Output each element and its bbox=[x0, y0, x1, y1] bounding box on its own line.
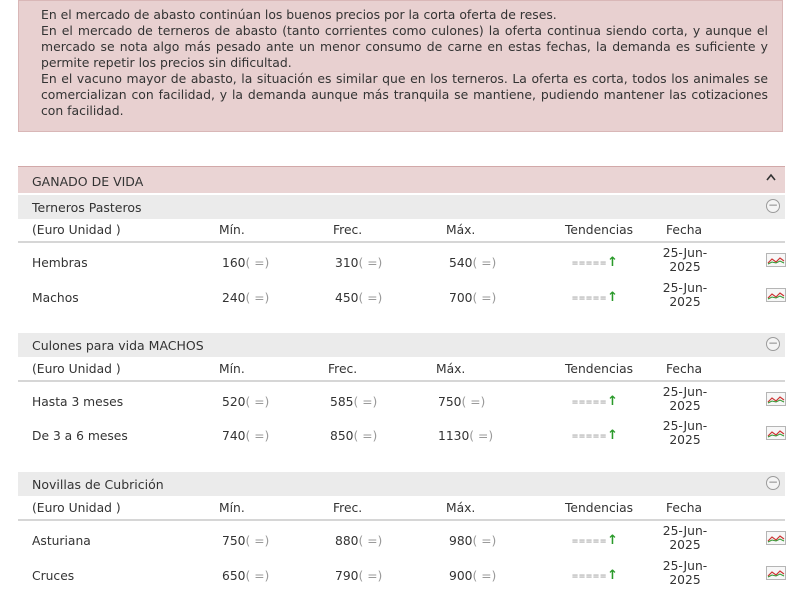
col-trend: Tendencias bbox=[565, 501, 634, 515]
col-date: Fecha bbox=[666, 362, 703, 376]
group-title-label: Terneros Pasteros bbox=[32, 200, 142, 215]
min-value: 740( =) bbox=[222, 429, 270, 443]
frec-value: 310( =) bbox=[335, 256, 383, 270]
row-name: Machos bbox=[32, 291, 79, 305]
max-value: 700( =) bbox=[449, 291, 497, 305]
date-cell: 25-Jun- 2025 bbox=[662, 385, 708, 413]
trend-up-arrow-icon: ↑ bbox=[607, 533, 619, 548]
table-row bbox=[18, 246, 785, 280]
frec-value: 450( =) bbox=[335, 291, 383, 305]
col-min: Mín. bbox=[219, 501, 245, 515]
section-header-ganado-de-vida[interactable] bbox=[18, 166, 785, 193]
min-value: 240( =) bbox=[222, 291, 270, 305]
column-headers bbox=[18, 358, 785, 382]
row-name: Cruces bbox=[32, 569, 75, 583]
chart-graph-icon[interactable] bbox=[766, 392, 786, 406]
column-headers bbox=[18, 497, 785, 521]
chart-graph-icon[interactable] bbox=[766, 426, 786, 440]
col-trend: Tendencias bbox=[565, 223, 634, 237]
trend-indicator: =====↑ bbox=[572, 568, 619, 583]
trend-indicator: =====↑ bbox=[572, 533, 619, 548]
col-unit: (Euro Unidad ) bbox=[32, 501, 121, 515]
trend-up-arrow-icon: ↑ bbox=[607, 255, 619, 270]
date-cell: 25-Jun- 2025 bbox=[662, 419, 708, 447]
trend-indicator: =====↑ bbox=[572, 428, 619, 443]
row-name: Asturiana bbox=[32, 534, 91, 548]
date-cell: 25-Jun- 2025 bbox=[662, 524, 708, 552]
date-cell: 25-Jun- 2025 bbox=[662, 281, 708, 309]
chart-graph-icon[interactable] bbox=[766, 288, 786, 302]
group-title-terneros-pasteros bbox=[18, 195, 785, 219]
col-unit: (Euro Unidad ) bbox=[32, 362, 121, 376]
row-name: De 3 a 6 meses bbox=[32, 429, 128, 443]
col-max: Máx. bbox=[436, 362, 466, 376]
trend-up-arrow-icon: ↑ bbox=[607, 290, 619, 305]
table-row bbox=[18, 524, 785, 558]
col-max: Máx. bbox=[446, 223, 476, 237]
table-row bbox=[18, 419, 785, 453]
notice-line: En el mercado de terneros de abasto (tanto corrientes como culones) la oferta continua siendo corta, y aunque el mercado se nota algo más pesado ante un menor consumo de carne en estas fechas, la demanda es suficiente y permite repetir los precios sin dificultad. bbox=[41, 23, 768, 70]
trend-up-arrow-icon: ↑ bbox=[607, 568, 619, 583]
trend-indicator: =====↑ bbox=[572, 394, 619, 409]
notice-line: En el vacuno mayor de abasto, la situación es similar que en los terneros. La oferta es corta, todos los animales se comercializan con facilidad, y la demanda aunque más tranquila se mantiene, pudiendo mantener las cotizaciones con facilidad. bbox=[41, 71, 768, 118]
group-title-novillas-de-cubricion bbox=[18, 472, 785, 496]
collapse-minus-icon[interactable]: − bbox=[767, 475, 779, 489]
min-value: 160( =) bbox=[222, 256, 270, 270]
trend-up-arrow-icon: ↑ bbox=[607, 394, 619, 409]
col-min: Mín. bbox=[219, 223, 245, 237]
max-value: 750( =) bbox=[438, 395, 486, 409]
col-date: Fecha bbox=[666, 501, 703, 515]
max-value: 900( =) bbox=[449, 569, 497, 583]
min-value: 520( =) bbox=[222, 395, 270, 409]
collapse-caret-icon[interactable] bbox=[765, 170, 777, 186]
trend-indicator: =====↑ bbox=[572, 255, 619, 270]
col-trend: Tendencias bbox=[565, 362, 634, 376]
col-frec: Frec. bbox=[333, 223, 363, 237]
frec-value: 790( =) bbox=[335, 569, 383, 583]
chart-graph-icon[interactable] bbox=[766, 531, 786, 545]
date-cell: 25-Jun- 2025 bbox=[662, 559, 708, 587]
table-row bbox=[18, 385, 785, 419]
trend-up-arrow-icon: ↑ bbox=[607, 428, 619, 443]
column-headers bbox=[18, 219, 785, 243]
collapse-minus-icon[interactable]: − bbox=[767, 198, 779, 212]
max-value: 1130( =) bbox=[438, 429, 494, 443]
col-frec: Frec. bbox=[333, 501, 363, 515]
max-value: 540( =) bbox=[449, 256, 497, 270]
group-title-label: Culones para vida MACHOS bbox=[32, 338, 204, 353]
group-title-label: Novillas de Cubrición bbox=[32, 477, 164, 492]
row-name: Hasta 3 meses bbox=[32, 395, 124, 409]
frec-value: 850( =) bbox=[330, 429, 378, 443]
col-min: Mín. bbox=[219, 362, 245, 376]
date-cell: 25-Jun- 2025 bbox=[662, 246, 708, 274]
collapse-minus-icon[interactable]: − bbox=[767, 336, 779, 350]
min-value: 750( =) bbox=[222, 534, 270, 548]
notice-line: En el mercado de abasto continúan los buenos precios por la corta oferta de reses. bbox=[41, 7, 557, 22]
frec-value: 880( =) bbox=[335, 534, 383, 548]
section-title: GANADO DE VIDA bbox=[32, 174, 144, 189]
min-value: 650( =) bbox=[222, 569, 270, 583]
row-name: Hembras bbox=[32, 256, 88, 270]
col-date: Fecha bbox=[666, 223, 703, 237]
table-row bbox=[18, 281, 785, 315]
col-max: Máx. bbox=[446, 501, 476, 515]
col-frec: Frec. bbox=[328, 362, 358, 376]
group-title-culones-para-vida bbox=[18, 333, 785, 357]
trend-indicator: =====↑ bbox=[572, 290, 619, 305]
chart-graph-icon[interactable] bbox=[766, 566, 786, 580]
market-notice bbox=[18, 0, 783, 132]
max-value: 980( =) bbox=[449, 534, 497, 548]
table-row bbox=[18, 559, 785, 593]
col-unit: (Euro Unidad ) bbox=[32, 223, 121, 237]
chart-graph-icon[interactable] bbox=[766, 253, 786, 267]
frec-value: 585( =) bbox=[330, 395, 378, 409]
